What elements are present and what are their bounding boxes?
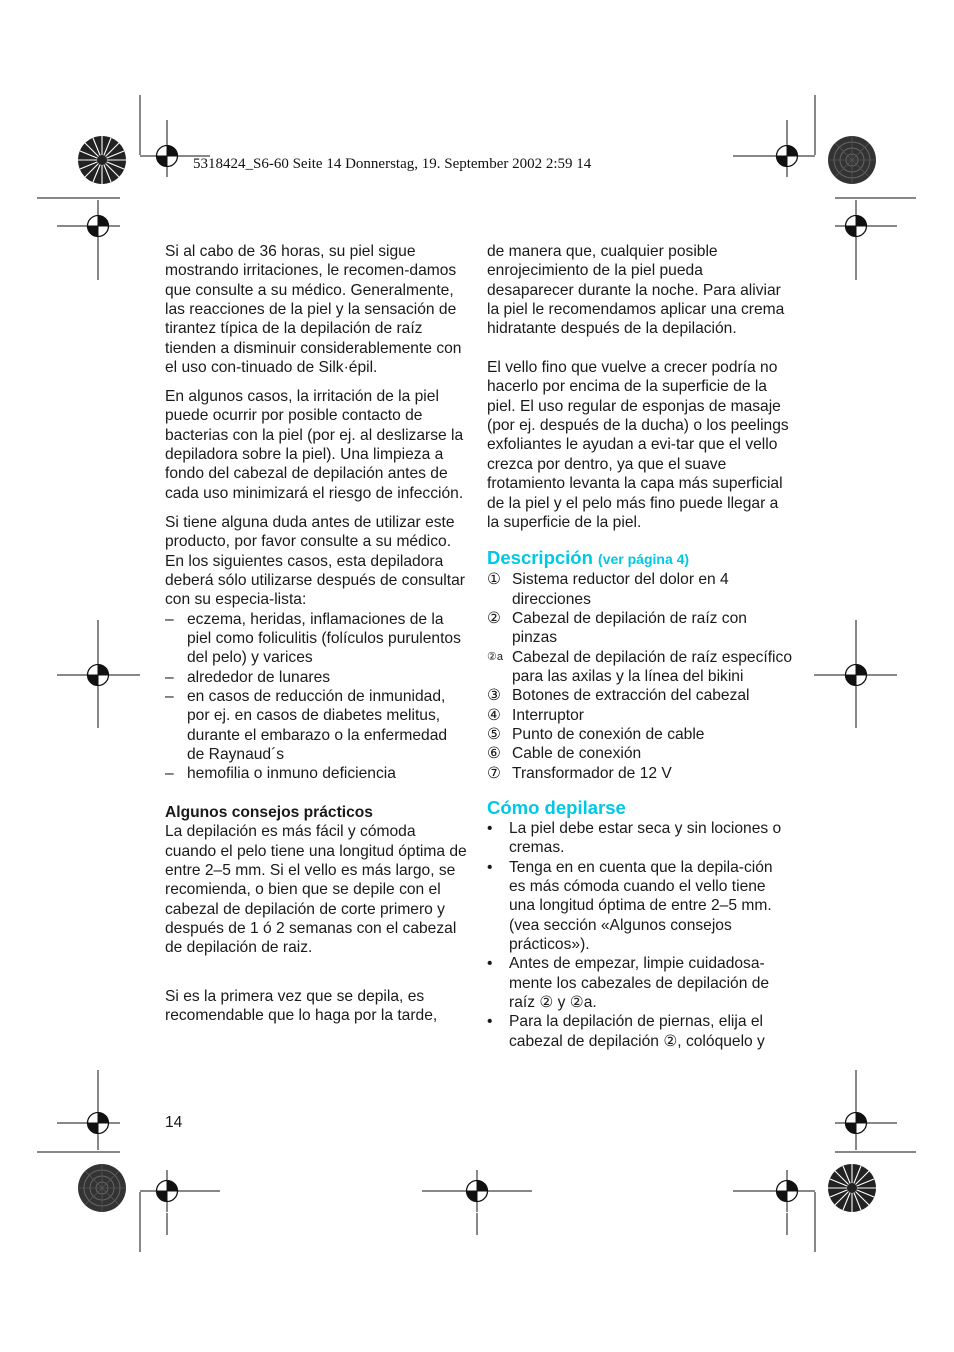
descripcion-page-ref: (ver página 4)	[598, 551, 690, 568]
paragraph-ingrown-hair: El vello fino que vuelve a crecer podría no hacerlo por encima de la superficie de la piel. El uso regular de esponjas de masaje (por ej. después de la ducha) o los peelings exfoliantes le ayudan a evi-tar que el vello crezca por dentro, ya que el suave frotamiento levanta la capa más superficial de la piel y el pelo más fino puede llegar a la superficie de la piel.	[487, 359, 789, 531]
left-column	[165, 242, 467, 1035]
list-item: ① Sistema reductor del dolor en 4 direcciones	[487, 571, 729, 608]
print-slug-line: 5318424_S6-60 Seite 14 Donnerstag, 19. September 2002 2:59 14	[193, 156, 592, 172]
page-number: 14	[165, 1114, 183, 1131]
list-item: – alrededor de lunares	[165, 668, 467, 687]
parts-list	[487, 570, 792, 783]
list-item: ③ Botones de extracción del cabezal	[487, 687, 750, 705]
list-item: ②a Cabezal de depilación de raíz específico para las axilas y la línea del bikini	[487, 648, 792, 685]
list-item: ⑥ Cable de conexión	[487, 745, 642, 763]
list-item: ⑦ Transformador de 12 V	[487, 764, 672, 782]
descripcion-title: Descripción	[487, 547, 593, 569]
list-item: • Tenga en en cuenta que la depila-ción es más cómoda cuando el vello tiene una longitud óptima de entre 2–5 mm. (vea sección «Algunos consejos prácticos»).	[487, 858, 792, 955]
conditions-list	[165, 610, 467, 784]
steps-list	[487, 819, 792, 1051]
paragraph-evening: de manera que, cualquier posible enrojecimiento de la piel pueda desaparecer durante la noche. Para aliviar la piel le recomendamos aplicar una crema hidratante después de la depilación.	[487, 243, 785, 338]
paragraph-consult: Si tiene alguna duda antes de utilizar este producto, por favor consulte a su médico. En los siguientes casos, esta depiladora deberá sólo utilizarse después de consultar con su especia-lista:	[165, 513, 465, 609]
list-item: ⑤ Punto de conexión de cable	[487, 725, 705, 743]
paragraph-irritation: Si al cabo de 36 horas, su piel sigue mostrando irritaciones, le recomen-damos que consulte a su médico. Generalmente, las reacciones de la piel y la sensación de tirantez típica de la depilación de raíz tienden a disminuir considerablemente con el uso con-tinuado de Silk·épil.	[165, 243, 462, 377]
paragraph-first-time: Si es la primera vez que se depila, es recomendable que lo haga por la tarde,	[165, 987, 438, 1025]
paragraph-tips: La depilación es más fácil y cómoda cuando el pelo tiene una longitud óptima de entre 2–5 mm. Si el vello es más largo, se recomienda, o bien que se depile con el cabezal de depilación de corte primero y después de 1 ó 2 semanas con el cabezal de depilación de raiz.	[165, 823, 467, 957]
list-item: • Para la depilación de piernas, elija el cabezal de depilación ②, colóquelo y	[487, 1012, 792, 1051]
list-item: • La piel debe estar seca y sin lociones o cremas.	[487, 819, 792, 858]
right-column	[487, 242, 792, 1051]
list-item: ④ Interruptor	[487, 706, 584, 724]
list-item: ② Cabezal de depilación de raíz con pinzas	[487, 609, 747, 647]
list-item: – eczema, heridas, inflamaciones de la piel como foliculitis (folículos purulentos del pelo) y varices	[165, 610, 467, 668]
list-item: • Antes de empezar, limpie cuidadosa-mente los cabezales de depilación de raíz ② y ②a.	[487, 954, 792, 1012]
list-item: – hemofilia o inmuno deficiencia	[165, 764, 467, 783]
como-depilarse-heading: Cómo depilarse	[487, 796, 626, 818]
tips-heading: Algunos consejos prácticos	[165, 804, 373, 822]
paragraph-bacteria: En algunos casos, la irritación de la piel puede ocurrir por posible contacto de bacterias con la piel (por ej. al deslizarse la depiladora sobre la piel). Una limpieza a fondo del cabezal de depilación antes de cada uso minimizará el riesgo de infección.	[165, 388, 464, 502]
descripcion-heading	[487, 547, 792, 570]
list-item: – en casos de reducción de inmunidad, por ej. en casos de diabetes melitus, durante el embarazo o la enfermedad de Raynaud´s	[165, 687, 467, 764]
